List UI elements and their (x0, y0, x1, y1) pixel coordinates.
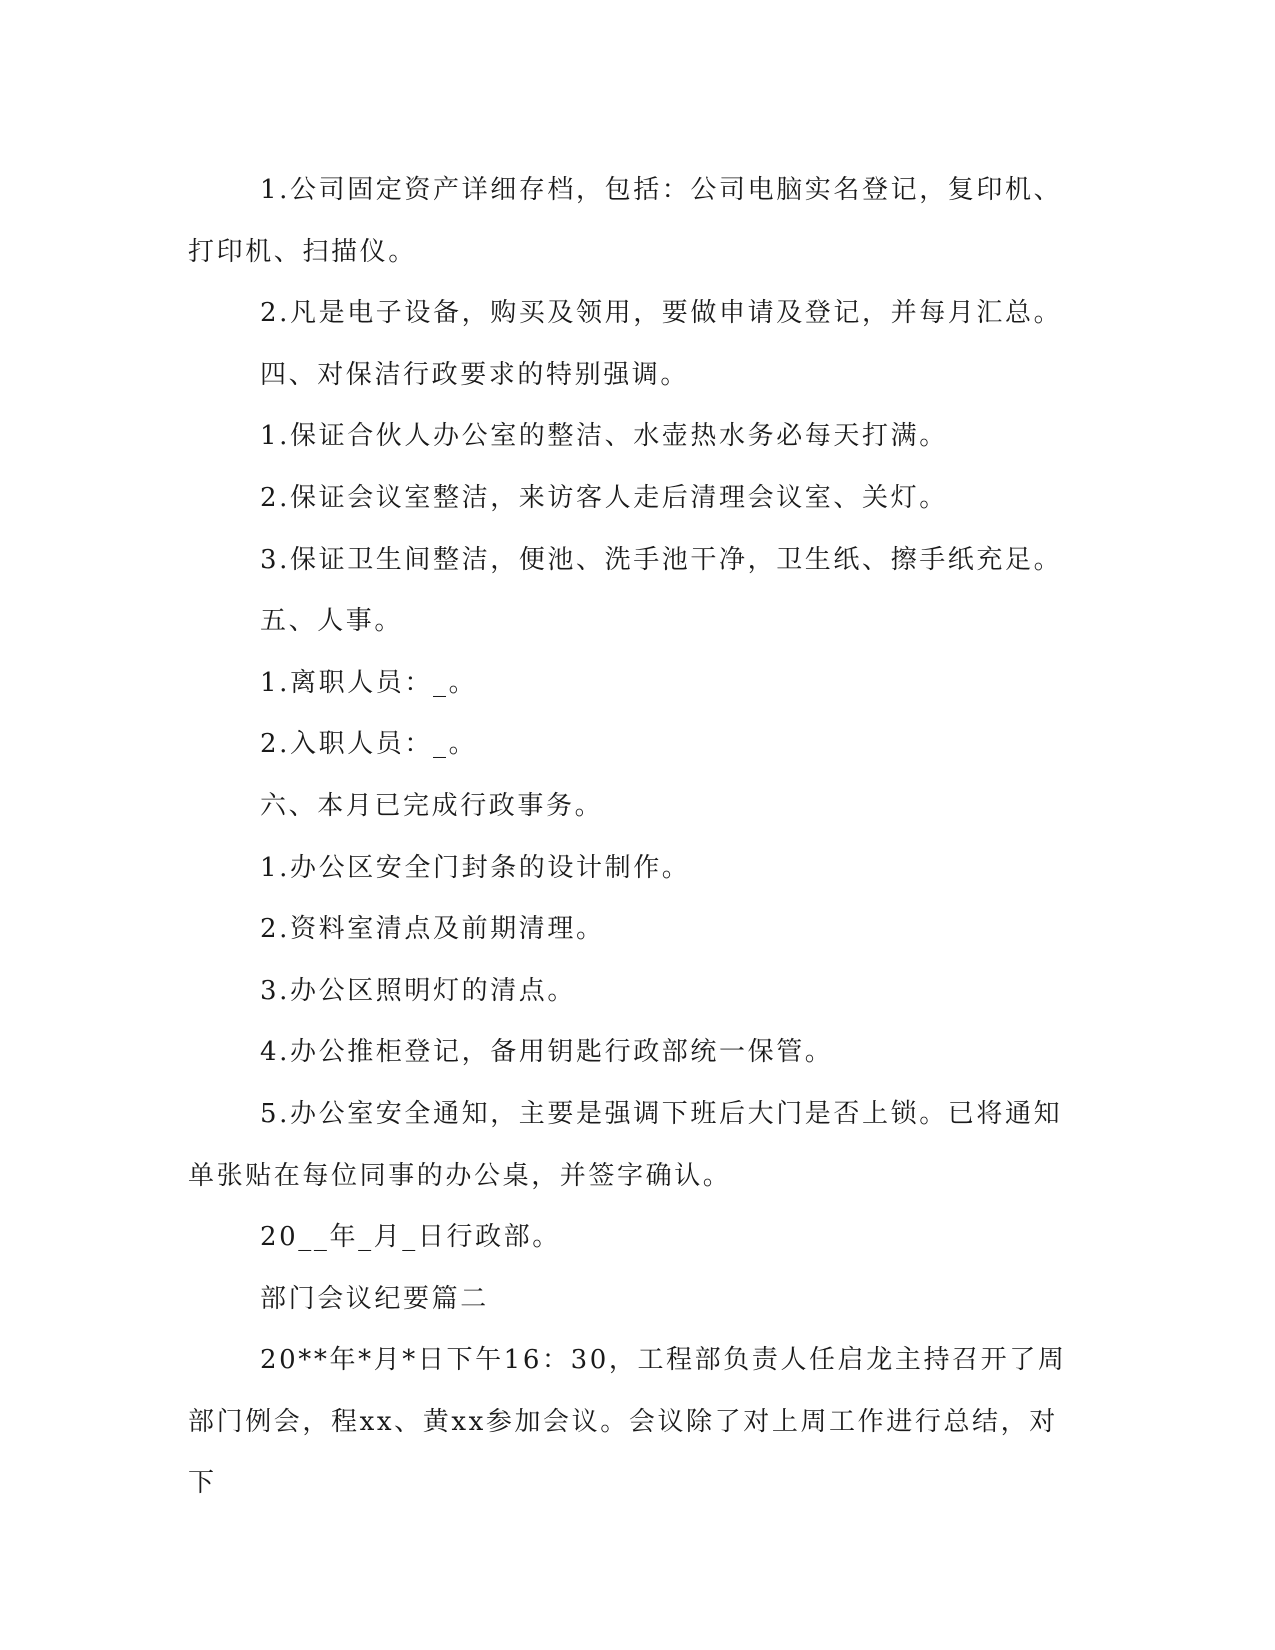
section-heading-completed-tasks: 六、本月已完成行政事务。 (260, 790, 604, 821)
paragraph-cabinet-keys: 4.办公推柜登记，备用钥匙行政部统一保管。 (260, 1037, 834, 1068)
paragraph-archive-room: 2.资料室清点及前期清理。 (260, 914, 605, 945)
section-heading-cleaning: 四、对保洁行政要求的特别强调。 (260, 359, 690, 390)
paragraph-lighting-inventory: 3.办公区照明灯的清点。 (260, 975, 577, 1006)
paragraph-restroom: 3.保证卫生间整洁，便池、洗手池干净，卫生纸、擦手纸充足。 (260, 544, 1063, 575)
paragraph-electronic-devices: 2.凡是电子设备，购买及领用，要做申请及登记，并每月汇总。 (260, 298, 1063, 329)
paragraph-assets-archive: 1.公司固定资产详细存档，包括：公司电脑实名登记，复印机、打印机、扫描仪。 (188, 175, 1063, 267)
paragraph-meeting-room: 2.保证会议室整洁，来访客人走后清理会议室、关灯。 (260, 482, 948, 513)
section-title-minutes-part-two: 部门会议纪要篇二 (260, 1283, 489, 1314)
paragraph-date-signature: 20__年_月_日行政部。 (260, 1222, 561, 1253)
section-heading-personnel: 五、人事。 (260, 606, 404, 637)
paragraph-new-hires: 2.入职人员：_。 (260, 729, 478, 760)
paragraph-partner-office: 1.保证合伙人办公室的整洁、水壶热水务必每天打满。 (260, 421, 948, 452)
paragraph-meeting-intro: 20**年*月*日下午16：30，工程部负责人任启龙主持召开了周部门例会，程xx、黄xx参加会议。会议除了对上周工作进行总结，对下 (188, 1345, 1067, 1499)
paragraph-safety-notice: 5.办公室安全通知，主要是强调下班后大门是否上锁。已将通知单张贴在每位同事的办公桌，并签字确认。 (188, 1098, 1063, 1191)
paragraph-departures: 1.离职人员：_。 (260, 667, 478, 698)
paragraph-security-door-seal: 1.办公区安全门封条的设计制作。 (260, 852, 691, 883)
document-body (188, 160, 1078, 1515)
